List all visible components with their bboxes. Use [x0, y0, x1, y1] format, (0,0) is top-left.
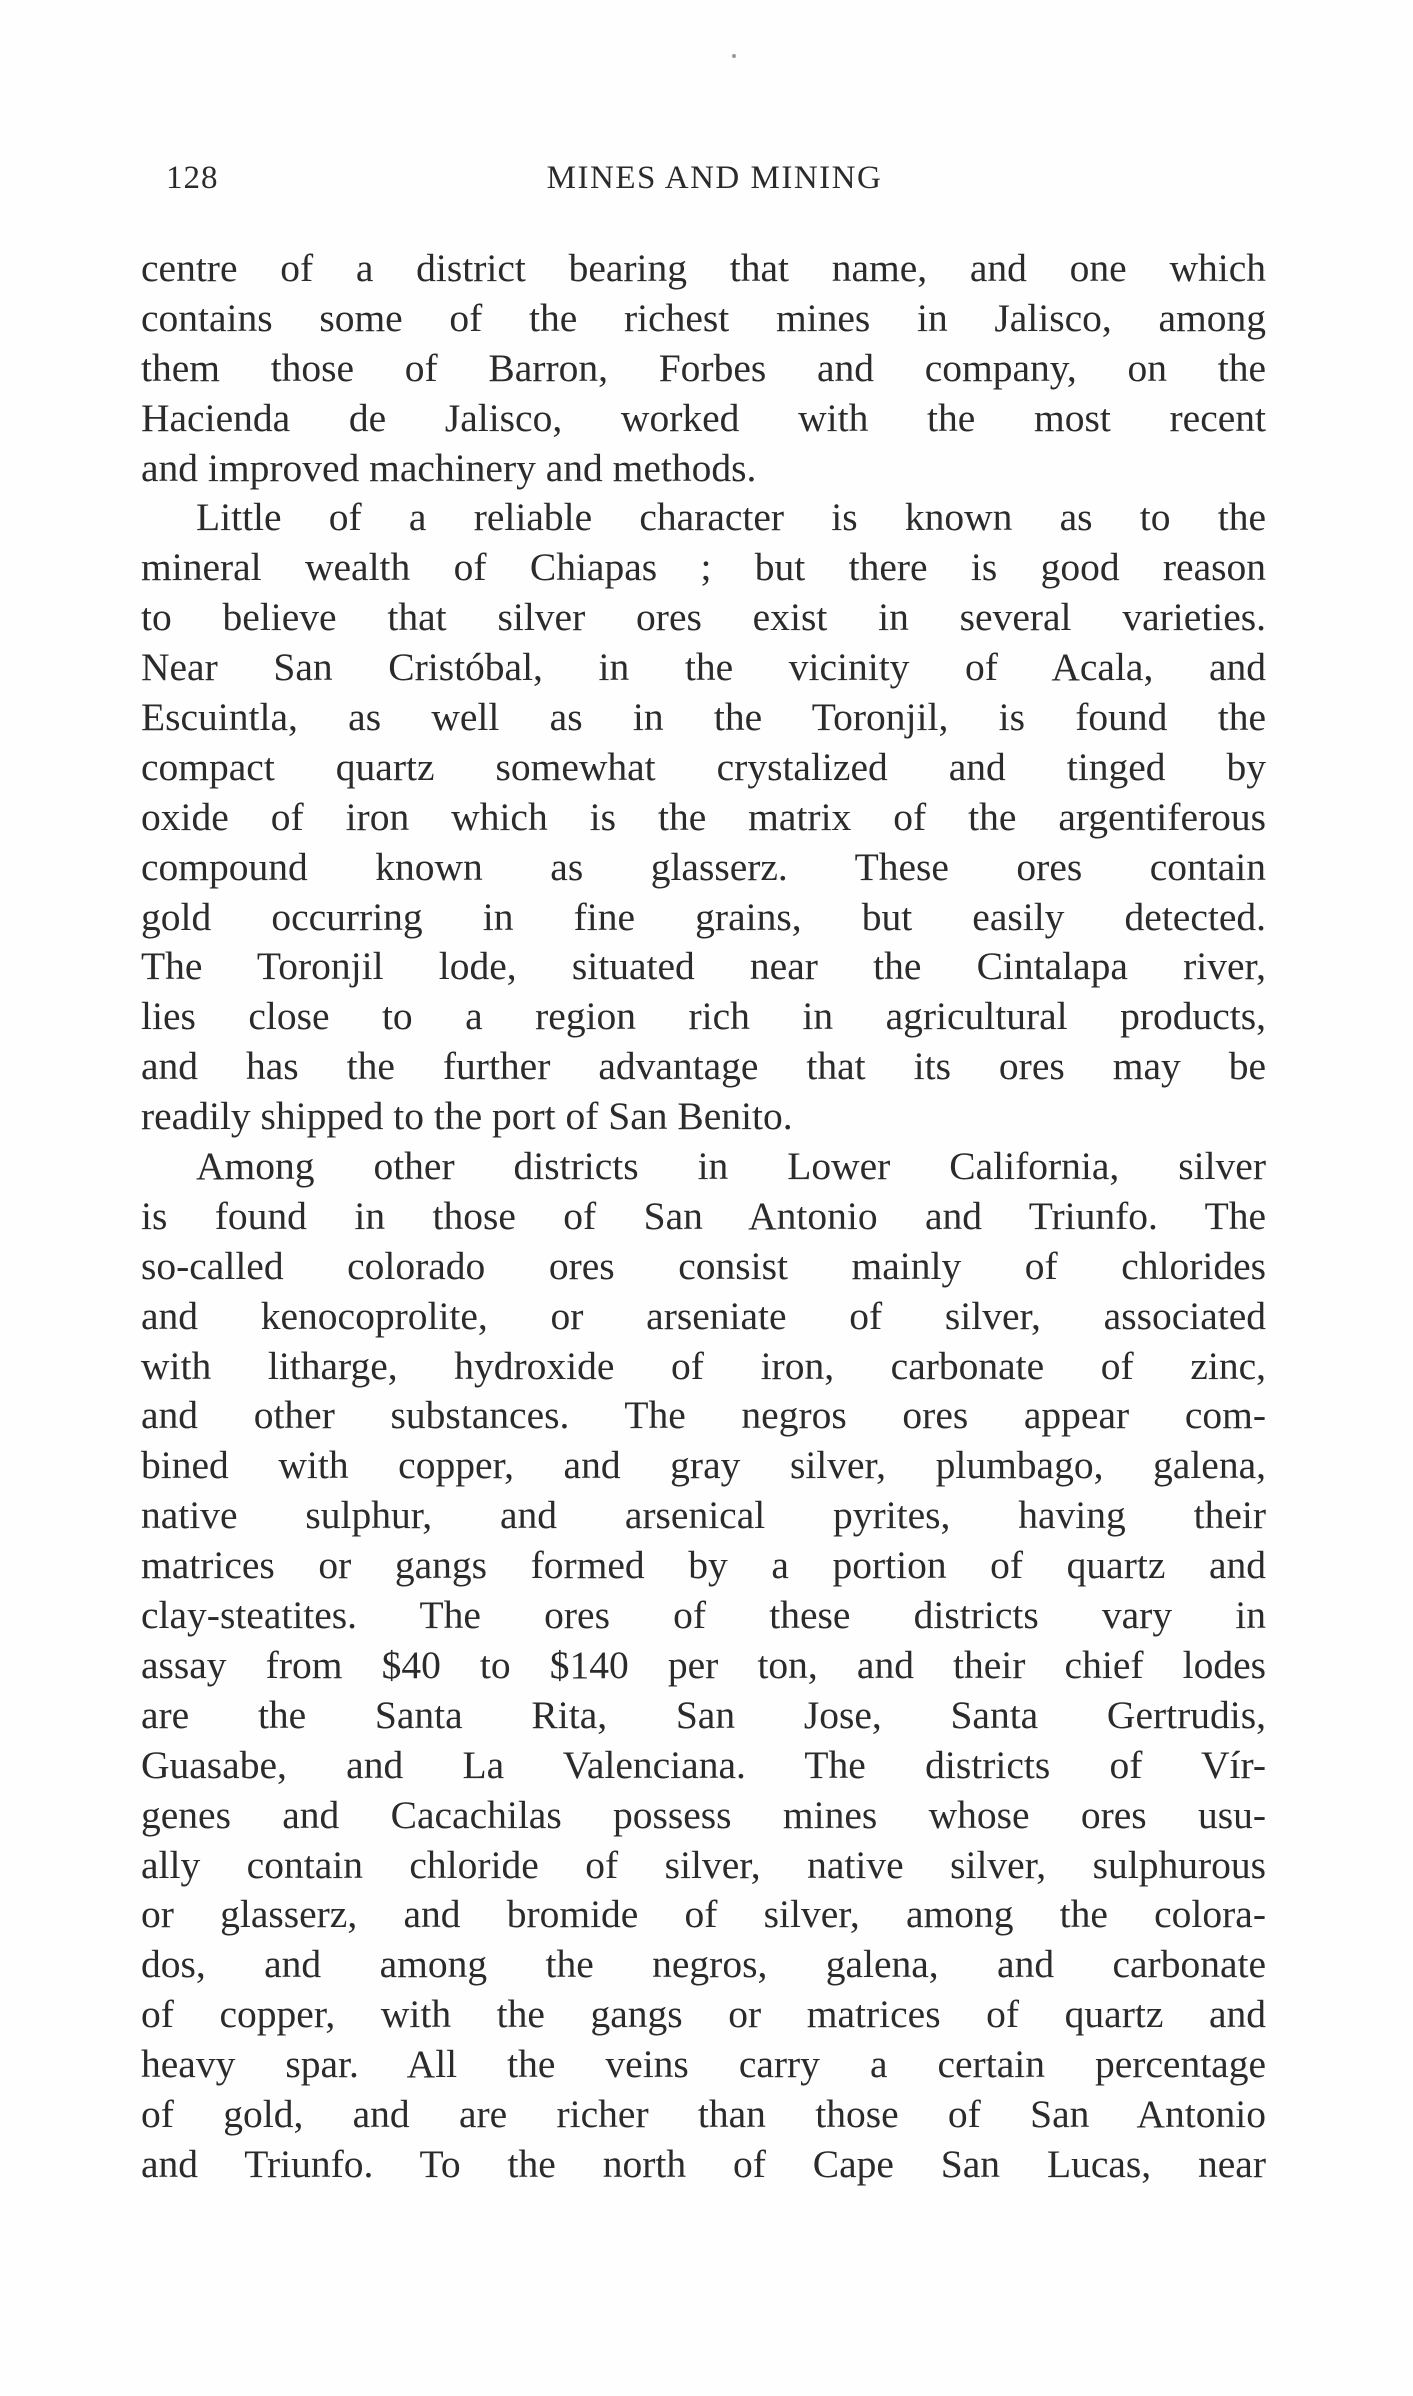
- text-line: or glasserz, and bromide of silver, among the colora-: [141, 1892, 1266, 1937]
- paragraph-start-line: Little of a reliable character is known as to the: [196, 495, 1266, 540]
- text-line: dos, and among the negros, galena, and carbonate: [141, 1942, 1266, 1987]
- text-line: native sulphur, and arsenical pyrites, having their: [141, 1493, 1266, 1538]
- text-line: of copper, with the gangs or matrices of quartz and: [141, 1992, 1266, 2037]
- running-head: [166, 160, 1263, 204]
- text-line: genes and Cacachilas possess mines whose ores usu-: [141, 1792, 1266, 1837]
- text-line: assay from $40 to $140 per ton, and their chief lodes: [141, 1642, 1266, 1687]
- text-line: Guasabe, and La Valenciana. The districts of Vír-: [141, 1742, 1266, 1787]
- page-number: 128: [166, 160, 219, 196]
- text-line: readily shipped to the port of San Benito.: [141, 1094, 793, 1139]
- paragraph-start-line: Among other districts in Lower California, silver: [196, 1144, 1266, 1189]
- text-line: are the Santa Rita, San Jose, Santa Gertrudis,: [141, 1692, 1266, 1737]
- text-line: Escuintla, as well as in the Toronjil, is found the: [141, 695, 1266, 740]
- text-line: mineral wealth of Chiapas ; but there is good reason: [141, 545, 1266, 590]
- text-line: and kenocoprolite, or arseniate of silver, associated: [141, 1293, 1266, 1338]
- text-line: and has the further advantage that its ores may be: [141, 1044, 1266, 1089]
- body-text: [141, 244, 1266, 2190]
- text-line: Hacienda de Jalisco, worked with the most recent: [141, 395, 1266, 440]
- text-line: ally contain chloride of silver, native silver, sulphurous: [141, 1842, 1266, 1887]
- text-line: with litharge, hydroxide of iron, carbonate of zinc,: [141, 1343, 1266, 1388]
- text-line: to believe that silver ores exist in several varieties.: [141, 595, 1266, 640]
- text-line: and Triunfo. To the north of Cape San Lucas, near: [141, 2141, 1266, 2186]
- text-line: bined with copper, and gray silver, plumbago, galena,: [141, 1443, 1266, 1488]
- text-line: compound known as glasserz. These ores contain: [141, 844, 1266, 889]
- paper-speck: [732, 54, 736, 58]
- text-line: of gold, and are richer than those of San Antonio: [141, 2091, 1266, 2136]
- text-line: matrices or gangs formed by a portion of quartz and: [141, 1543, 1266, 1588]
- text-line: contains some of the richest mines in Jalisco, among: [141, 295, 1266, 340]
- text-line: centre of a district bearing that name, and one which: [141, 246, 1266, 290]
- text-line: clay-steatites. The ores of these districts vary in: [141, 1593, 1266, 1638]
- text-line: Near San Cristóbal, in the vicinity of Acala, and: [141, 645, 1266, 690]
- text-line: is found in those of San Antonio and Triunfo. The: [141, 1193, 1266, 1238]
- text-line: The Toronjil lode, situated near the Cintalapa river,: [141, 944, 1266, 989]
- text-line: and improved machinery and methods.: [141, 445, 757, 490]
- text-line: oxide of iron which is the matrix of the argentiferous: [141, 794, 1266, 839]
- text-line: gold occurring in fine grains, but easily detected.: [141, 894, 1266, 939]
- text-line: and other substances. The negros ores appear com-: [141, 1393, 1266, 1438]
- text-line: heavy spar. All the veins carry a certain percentage: [141, 2042, 1266, 2087]
- running-title: MINES AND MINING: [546, 160, 883, 196]
- text-line: lies close to a region rich in agricultural products,: [141, 994, 1266, 1039]
- text-line: so-called colorado ores consist mainly of chlorides: [141, 1243, 1266, 1288]
- text-line: them those of Barron, Forbes and company, on the: [141, 345, 1266, 390]
- text-line: compact quartz somewhat crystalized and tinged by: [141, 744, 1266, 789]
